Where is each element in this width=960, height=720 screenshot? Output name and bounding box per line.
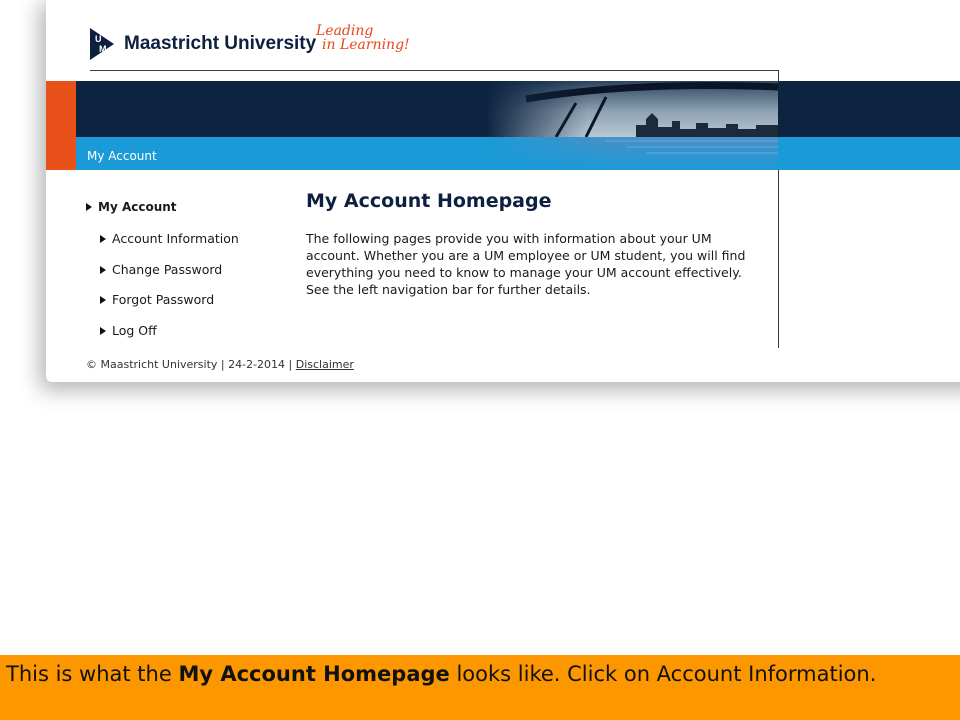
- nav-item-label: My Account: [98, 200, 177, 214]
- triangle-right-icon: [100, 296, 106, 304]
- instruction-caption: [0, 655, 960, 720]
- um-logo-icon: [90, 28, 114, 60]
- nav-item-label: Forgot Password: [112, 292, 215, 307]
- nav-item-log-off[interactable]: [100, 323, 157, 338]
- logo-letter-m: M: [99, 44, 107, 54]
- footer-copyright: © Maastricht University | 24-2-2014 |: [86, 358, 296, 371]
- triangle-right-icon: [100, 235, 106, 243]
- tagline-line-2: in Learning!: [322, 37, 410, 53]
- caption-text-start: This is what the: [6, 662, 179, 686]
- tagline: [316, 23, 410, 53]
- banner-bridge-photo: [486, 81, 778, 170]
- triangle-right-icon: [86, 203, 92, 211]
- brand-name: Maastricht University: [124, 33, 317, 54]
- caption-text-end: looks like. Click on Account Information.: [449, 662, 877, 686]
- nav-item-label: Change Password: [112, 262, 223, 277]
- section-label: My Account: [87, 149, 157, 163]
- triangle-right-icon: [100, 327, 106, 335]
- nav-item-account-information[interactable]: [100, 231, 239, 246]
- page-intro-text: The following pages provide you with information about your UM account. Whether you are a UM employee or UM student, you will find everything you need to know to manage your UM account effectively. See the left navigation bar for further details.: [306, 231, 746, 297]
- page-title: My Account Homepage: [306, 190, 552, 212]
- page-footer: [86, 358, 354, 371]
- nav-item-forgot-password[interactable]: [100, 292, 214, 307]
- triangle-right-icon: [100, 266, 106, 274]
- browser-window: [46, 0, 960, 382]
- logo-letter-u: U: [95, 34, 102, 44]
- caption-highlight: My Account Homepage: [178, 662, 450, 686]
- nav-item-change-password[interactable]: [100, 262, 222, 277]
- header-divider: [90, 70, 779, 71]
- disclaimer-link[interactable]: Disclaimer: [295, 358, 354, 371]
- nav-item-my-account[interactable]: [86, 200, 177, 214]
- tagline-line-1: Leading: [316, 23, 374, 39]
- banner-accent-stripe: [46, 81, 76, 170]
- nav-item-label: Account Information: [112, 231, 239, 246]
- nav-item-label: Log Off: [112, 323, 157, 338]
